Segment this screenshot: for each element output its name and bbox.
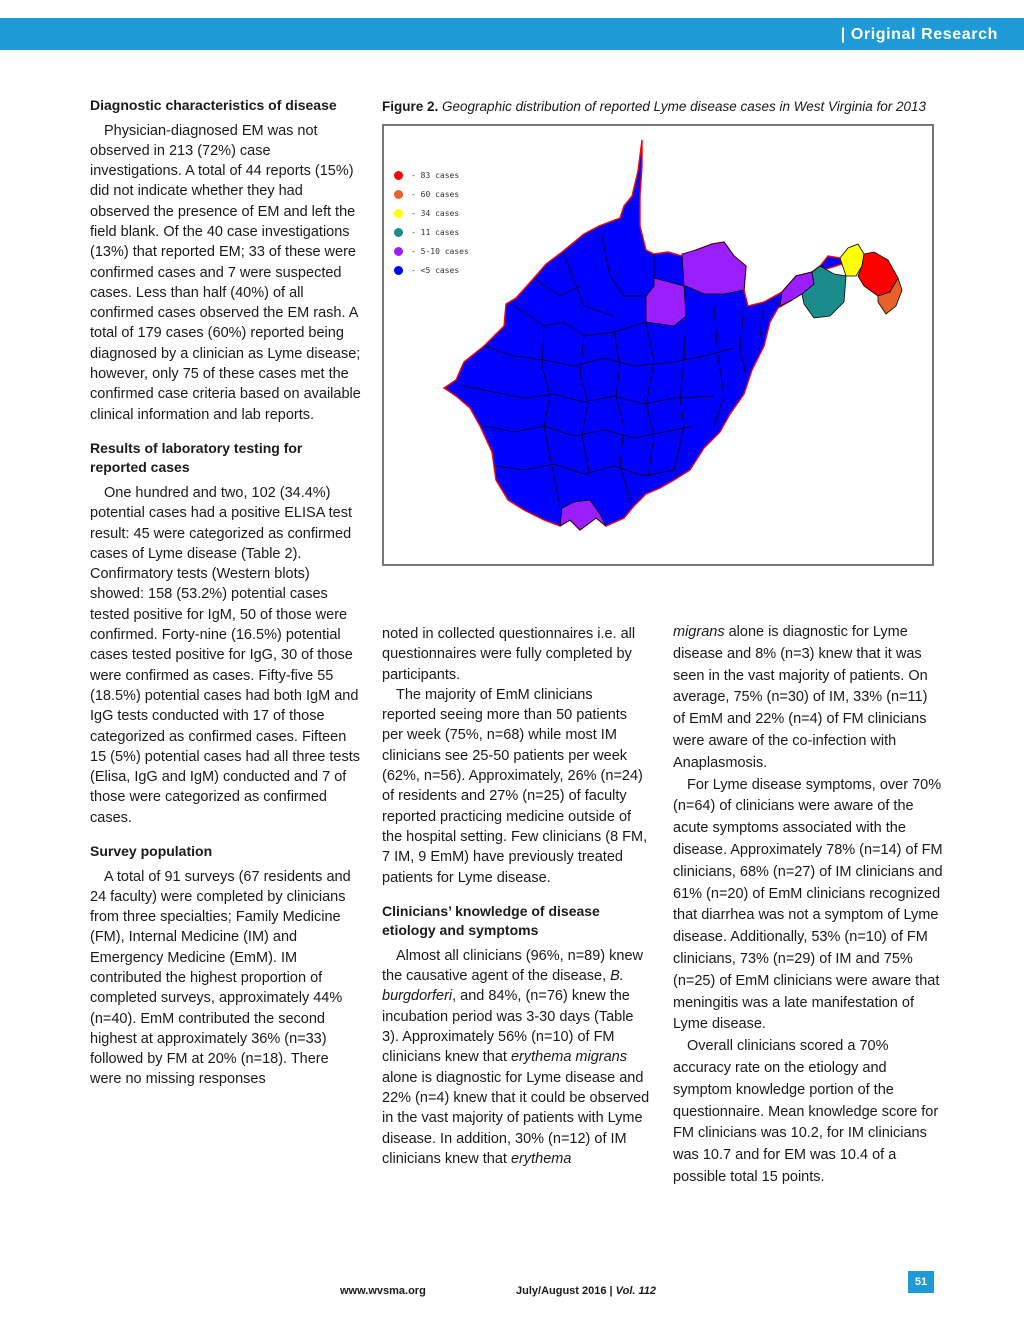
heading-clinician-knowledge: Clinicians’ knowledge of disease etiology and symptoms bbox=[382, 902, 600, 939]
footer-issue: July/August 2016 | Vol. 112 bbox=[516, 1285, 657, 1297]
legend-label: - 83 cases bbox=[411, 171, 460, 180]
column-right bbox=[673, 622, 943, 1189]
legend-item bbox=[394, 242, 469, 261]
footer-website: www.wvsma.org bbox=[340, 1285, 426, 1297]
heading-laboratory-testing: Results of laboratory testing for reported cases bbox=[90, 439, 303, 476]
legend-item bbox=[394, 223, 469, 242]
legend-label: - 34 cases bbox=[411, 209, 460, 218]
legend-item bbox=[394, 204, 469, 223]
figure-label: Figure 2. bbox=[382, 99, 439, 114]
paragraph-clinician-practice: The majority of EmM clinicians reported seeing more than 50 patients per week (75%, n=68) while most IM clinicians see 25-50 patients per week (62%, n=56). Approximately, 26% (n=24) of residents and 27% (n=25) of faculty reported practicing medicine outside of the hospital setting. Few clinicians (8 FM, 7 IM, 9 EmM) have previously treated patients for Lyme disease. bbox=[382, 686, 648, 886]
legend-label: - 5-10 cases bbox=[411, 247, 469, 256]
paragraph-survey: A total of 91 surveys (67 residents and 24 faculty) were completed by clinicians from three specialties; Family Medicine (FM), Internal Medicine (IM) and Emergency Medicine (EmM). IM contributed the highest proportion of completed surveys, approximately 44% (n=40). EmM contributed the second highest at approximately 36% (n=33) followed by FM at 20% (n=18). There were no missing responses bbox=[90, 868, 351, 1088]
paragraph-symptoms: For Lyme disease symptoms, over 70% (n=64) of clinicians were aware of the acute symptoms associated with the disease. Approximately 78% (n=14) of FM clinicians, 68% (n=27) of IM clinicians and 61% (n=20) of EmM clinicians recognized that diarrhea was not a symptom of Lyme disease. Additionally, 53% (n=10) of FM clinicians, 73% (n=29) of IM and 75% (n=25) of EmM clinicians were aware that meningitis was a late manifestation of Lyme disease. bbox=[673, 776, 943, 1033]
county-purple-northeast bbox=[682, 242, 746, 294]
paragraph-laboratory: One hundred and two, 102 (34.4%) potential cases had a positive ELISA test result: 45 were categorized as confirmed cases of Lyme disease (Table 2). Confirmatory tests (Western blots) showed: 158 (53.2%) potential cases tested positive for IgM, 50 of those were confirmed. Forty-nine (16.5%) potential cases tested positive for IgG, 30 of those were confirmed as cases. Fifty-five 55 (18.5%) potential cases had both IgM and IgG tests conducted with 17 of those categorized as confirmed cases. Fifteen 15 (5%) potential cases had all three tests (Elisa, IgG and IgM) conducted and 7 of those were categorized as confirmed cases. bbox=[90, 484, 361, 826]
legend-label: - <5 cases bbox=[411, 266, 460, 275]
column-left bbox=[90, 96, 362, 1090]
legend-dot-icon bbox=[394, 190, 403, 199]
column-middle bbox=[382, 624, 650, 1169]
paragraph-knowledge: Almost all clinicians (96%, n=89) knew the causative agent of the disease, B. burgdorferi, and 84%, (n=76) knew the incubation period was 3-30 days (Table 3). Approximately 56% (n=10) of FM clinicians knew that erythema migrans alone is diagnostic for Lyme disease and 22% (n=4) knew that it could be observed in the vast majority of patients with Lyme disease. In addition, 30% (n=12) of IM clinicians knew that erythema bbox=[382, 947, 650, 1167]
paragraph-questionnaires: noted in collected questionnaires i.e. all questionnaires were fully completed by participants. bbox=[382, 626, 636, 683]
legend-dot-icon bbox=[394, 228, 403, 237]
figure-caption-text: Geographic distribution of reported Lyme disease cases in West Virginia for 2013 bbox=[442, 99, 927, 114]
section-label: | Original Research bbox=[840, 26, 998, 43]
heading-diagnostic-characteristics: Diagnostic characteristics of disease bbox=[90, 97, 337, 113]
legend-item bbox=[394, 261, 469, 280]
legend-dot-icon bbox=[394, 209, 403, 218]
map-figure bbox=[382, 124, 934, 566]
figure-caption bbox=[382, 98, 942, 116]
heading-survey-population: Survey population bbox=[90, 843, 213, 859]
paragraph-overall-score: Overall clinicians scored a 70% accuracy rate on the etiology and symptom knowledge portion of the questionnaire. Mean knowledge score for FM clinicians was 10.2, for IM clinicians was 10.7 and for EM was 10.4 of a possible total 15 points. bbox=[673, 1038, 939, 1185]
legend-label: - 11 cases bbox=[411, 228, 460, 237]
paragraph-migrans: migrans alone is diagnostic for Lyme disease and 8% (n=3) knew that it was seen in the vast majority of patients. On average, 75% (n=30) of IM, 33% (n=11) of EmM and 22% (n=4) of FM clinicians were aware of the co-infection with Anaplasmosis. bbox=[673, 624, 928, 771]
legend-dot-icon bbox=[394, 171, 403, 180]
page-number: 51 bbox=[908, 1271, 934, 1293]
header-banner bbox=[0, 18, 1024, 50]
state-outline bbox=[444, 140, 842, 530]
legend-item bbox=[394, 166, 469, 185]
paragraph-diagnostic: Physician-diagnosed EM was not observed in 213 (72%) case investigations. A total of 44 reports (15%) did not indicate whether they had observed the presence of EM and left the field blank. Of the 40 case investigations (13%) that reported EM; 33 of these were confirmed cases and 7 were suspected cases. Less than half (40%) of all confirmed cases observed the EM rash. A total of 179 cases (60%) reported being diagnosed by a clinician as Lyme disease; however, only 75 of these cases met the confirmed case criteria based on available clinical information and lab reports. bbox=[90, 122, 361, 423]
legend-label: - 60 cases bbox=[411, 190, 460, 199]
legend-dot-icon bbox=[394, 266, 403, 275]
legend-dot-icon bbox=[394, 247, 403, 256]
legend-item bbox=[394, 185, 469, 204]
map-legend bbox=[394, 166, 469, 280]
